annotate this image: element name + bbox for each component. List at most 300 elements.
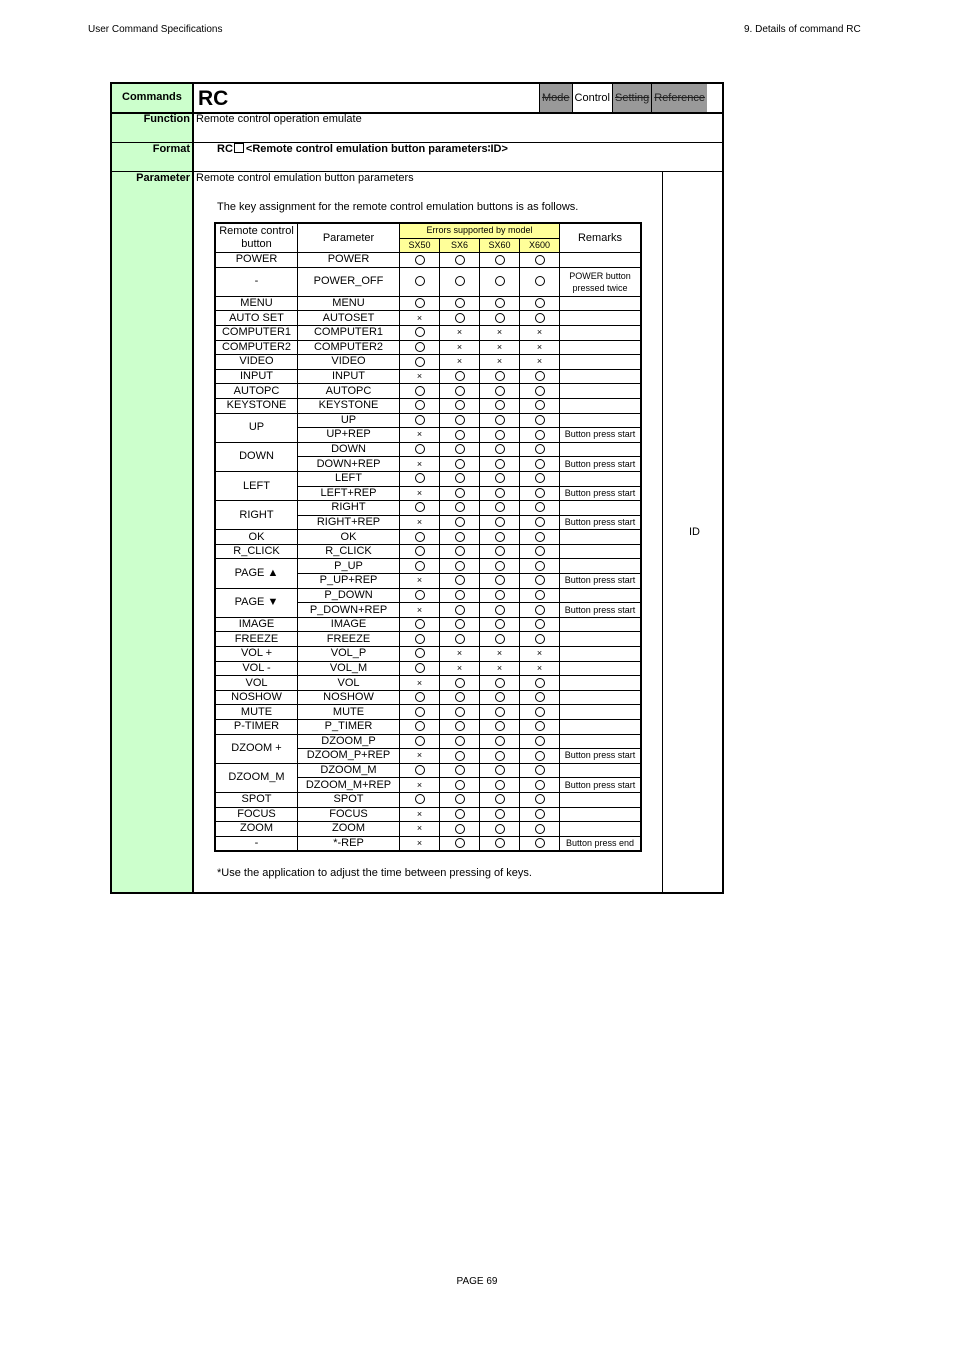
circle-icon <box>495 707 505 717</box>
circle-icon <box>535 386 545 396</box>
supported-mark <box>480 792 520 807</box>
supported-mark <box>440 296 480 311</box>
cross-icon: × <box>536 662 543 673</box>
unsupported-mark <box>400 486 440 501</box>
cell-remarks <box>560 734 642 749</box>
supported-mark <box>520 749 560 764</box>
supported-mark <box>400 720 440 735</box>
unsupported-mark <box>520 355 560 370</box>
unsupported-mark <box>400 807 440 822</box>
circle-icon <box>455 605 465 615</box>
table-row <box>215 588 641 603</box>
cell-parameter: ZOOM <box>298 822 400 837</box>
circle-icon <box>495 371 505 381</box>
supported-mark <box>480 763 520 778</box>
circle-icon <box>495 590 505 600</box>
cell-remarks <box>560 720 642 735</box>
cross-icon: × <box>416 429 423 440</box>
header-model: SX60 <box>480 238 520 253</box>
supported-mark <box>480 632 520 647</box>
cross-icon: × <box>536 648 543 659</box>
supported-mark <box>400 398 440 413</box>
unsupported-mark <box>520 647 560 662</box>
supported-mark <box>480 311 520 326</box>
header-remarks: Remarks <box>560 223 642 253</box>
circle-icon <box>535 459 545 469</box>
supported-mark <box>520 530 560 545</box>
circle-icon <box>455 780 465 790</box>
supported-mark <box>480 428 520 443</box>
cell-button: INPUT <box>215 369 298 384</box>
circle-icon <box>415 298 425 308</box>
circle-icon <box>535 794 545 804</box>
table-row <box>215 530 641 545</box>
supported-mark <box>520 705 560 720</box>
format-text <box>217 142 508 155</box>
cell-parameter: MUTE <box>298 705 400 720</box>
circle-icon <box>495 459 505 469</box>
table-row <box>215 734 641 749</box>
circle-icon <box>535 692 545 702</box>
cell-button: VOL + <box>215 647 298 662</box>
cell-parameter: P_TIMER <box>298 720 400 735</box>
circle-icon <box>495 502 505 512</box>
unsupported-mark <box>400 822 440 837</box>
cell-parameter: POWER <box>298 253 400 268</box>
cell-parameter: DOWN+REP <box>298 457 400 472</box>
circle-icon <box>415 357 425 367</box>
supported-mark <box>440 515 480 530</box>
circle-icon <box>455 444 465 454</box>
unsupported-mark <box>400 749 440 764</box>
cross-icon: × <box>416 838 423 849</box>
cross-icon: × <box>456 327 463 338</box>
supported-mark <box>400 734 440 749</box>
tab-control[interactable]: Control <box>572 84 612 112</box>
circle-icon <box>535 517 545 527</box>
table-row <box>215 720 641 735</box>
circle-icon <box>455 692 465 702</box>
circle-icon <box>415 765 425 775</box>
cell-parameter: COMPUTER1 <box>298 325 400 340</box>
circle-icon <box>415 444 425 454</box>
unsupported-mark <box>400 836 440 851</box>
unsupported-mark <box>440 325 480 340</box>
circle-icon <box>455 517 465 527</box>
cell-remarks <box>560 355 642 370</box>
circle-icon <box>495 605 505 615</box>
circle-icon <box>495 809 505 819</box>
cell-remarks <box>560 807 642 822</box>
table-row <box>215 253 641 268</box>
cell-parameter: OK <box>298 530 400 545</box>
supported-mark <box>440 632 480 647</box>
circle-icon <box>455 721 465 731</box>
cell-button: IMAGE <box>215 617 298 632</box>
cell-button: LEFT <box>215 471 298 500</box>
supported-mark <box>480 530 520 545</box>
circle-icon <box>455 532 465 542</box>
circle-icon <box>495 765 505 775</box>
supported-mark <box>520 559 560 574</box>
circle-icon <box>535 371 545 381</box>
cell-remarks <box>560 647 642 662</box>
circle-icon <box>535 590 545 600</box>
parameter-text: Remote control emulation button parameters <box>196 172 414 184</box>
unsupported-mark <box>480 325 520 340</box>
circle-icon <box>415 663 425 673</box>
unsupported-mark <box>440 355 480 370</box>
parameter-label: Parameter <box>136 172 190 184</box>
circle-icon <box>455 255 465 265</box>
circle-icon <box>495 561 505 571</box>
circle-icon <box>415 473 425 483</box>
cell-button: PAGE ▲ <box>215 559 298 588</box>
circle-icon <box>455 736 465 746</box>
circle-icon <box>495 386 505 396</box>
cell-remarks <box>560 471 642 486</box>
cell-remarks <box>560 369 642 384</box>
circle-icon <box>455 430 465 440</box>
cell-button: VIDEO <box>215 355 298 370</box>
supported-mark <box>440 384 480 399</box>
cross-icon: × <box>496 356 503 367</box>
supported-mark <box>440 471 480 486</box>
supported-mark <box>520 267 560 296</box>
circle-icon <box>455 298 465 308</box>
supported-mark <box>520 457 560 472</box>
cross-icon: × <box>416 808 423 819</box>
unsupported-mark <box>440 647 480 662</box>
supported-mark <box>400 384 440 399</box>
cell-remarks: Button press start <box>560 749 642 764</box>
table-row <box>215 676 641 691</box>
supported-mark <box>400 690 440 705</box>
cell-parameter: LEFT <box>298 471 400 486</box>
cell-remarks <box>560 384 642 399</box>
cell-button: RIGHT <box>215 501 298 530</box>
cell-remarks <box>560 632 642 647</box>
cell-parameter: FOCUS <box>298 807 400 822</box>
cell-parameter: DZOOM_M <box>298 763 400 778</box>
supported-mark <box>520 632 560 647</box>
circle-icon <box>415 532 425 542</box>
supported-mark <box>400 544 440 559</box>
table-row <box>215 617 641 632</box>
cell-parameter: VOL <box>298 676 400 691</box>
tab-mode[interactable]: Mode <box>539 84 572 112</box>
circle-icon <box>455 678 465 688</box>
supported-mark <box>400 617 440 632</box>
circle-icon <box>415 255 425 265</box>
cell-remarks: Button press start <box>560 428 642 443</box>
header-errors: Errors supported by model <box>400 223 560 238</box>
circle-icon <box>535 838 545 848</box>
cell-parameter: LEFT+REP <box>298 486 400 501</box>
cell-remarks <box>560 559 642 574</box>
cell-parameter: RIGHT+REP <box>298 515 400 530</box>
cell-remarks <box>560 325 642 340</box>
supported-mark <box>400 705 440 720</box>
supported-mark <box>440 544 480 559</box>
circle-icon <box>495 517 505 527</box>
supported-mark <box>440 676 480 691</box>
supported-mark <box>520 763 560 778</box>
table-row <box>215 398 641 413</box>
supported-mark <box>480 588 520 603</box>
circle-icon <box>495 546 505 556</box>
supported-mark <box>440 398 480 413</box>
circle-icon <box>455 619 465 629</box>
supported-mark <box>440 442 480 457</box>
supported-mark <box>400 588 440 603</box>
unsupported-mark <box>400 311 440 326</box>
supported-mark <box>440 807 480 822</box>
circle-icon <box>495 276 505 286</box>
circle-icon <box>415 721 425 731</box>
header-model: SX50 <box>400 238 440 253</box>
cell-parameter: DZOOM_M+REP <box>298 778 400 793</box>
cross-icon: × <box>496 327 503 338</box>
supported-mark <box>520 676 560 691</box>
table-row <box>215 632 641 647</box>
circle-icon <box>535 634 545 644</box>
circle-icon <box>455 838 465 848</box>
supported-mark <box>440 530 480 545</box>
cell-remarks <box>560 296 642 311</box>
supported-mark <box>520 471 560 486</box>
cross-icon: × <box>456 356 463 367</box>
circle-icon <box>535 502 545 512</box>
cross-icon: × <box>416 487 423 498</box>
cell-parameter: P_UP <box>298 559 400 574</box>
cell-parameter: COMPUTER2 <box>298 340 400 355</box>
circle-icon <box>535 255 545 265</box>
circle-icon <box>495 430 505 440</box>
cell-remarks: Button press start <box>560 486 642 501</box>
supported-mark <box>400 471 440 486</box>
cross-icon: × <box>456 662 463 673</box>
cell-parameter: INPUT <box>298 369 400 384</box>
circle-icon <box>535 678 545 688</box>
circle-icon <box>535 473 545 483</box>
supported-mark <box>440 792 480 807</box>
cell-button: DZOOM + <box>215 734 298 763</box>
table-row <box>215 471 641 486</box>
circle-icon <box>535 707 545 717</box>
supported-mark <box>440 501 480 516</box>
cell-parameter: AUTOPC <box>298 384 400 399</box>
supported-mark <box>520 734 560 749</box>
cell-parameter: RIGHT <box>298 501 400 516</box>
cell-remarks <box>560 588 642 603</box>
header-parameter: Parameter <box>298 223 400 253</box>
table-row <box>215 413 641 428</box>
supported-mark <box>440 253 480 268</box>
cell-button: KEYSTONE <box>215 398 298 413</box>
cell-parameter: AUTOSET <box>298 311 400 326</box>
cell-parameter: POWER_OFF <box>298 267 400 296</box>
supported-mark <box>400 413 440 428</box>
cell-parameter: VOL_M <box>298 661 400 676</box>
cross-icon: × <box>416 516 423 527</box>
cell-button: COMPUTER2 <box>215 340 298 355</box>
circle-icon <box>535 546 545 556</box>
supported-mark <box>400 661 440 676</box>
cross-icon: × <box>416 779 423 790</box>
supported-mark <box>480 253 520 268</box>
supported-mark <box>480 734 520 749</box>
id-column-divider <box>662 172 663 894</box>
circle-icon <box>495 488 505 498</box>
supported-mark <box>520 413 560 428</box>
cell-remarks <box>560 661 642 676</box>
supported-mark <box>480 544 520 559</box>
table-row <box>215 384 641 399</box>
circle-icon <box>495 415 505 425</box>
supported-mark <box>480 384 520 399</box>
cross-icon: × <box>416 677 423 688</box>
circle-icon <box>495 532 505 542</box>
table-row <box>215 559 641 574</box>
command-name: RC <box>198 87 229 110</box>
cross-icon: × <box>416 575 423 586</box>
cell-remarks <box>560 690 642 705</box>
circle-icon <box>455 313 465 323</box>
circle-icon <box>415 590 425 600</box>
supported-mark <box>440 778 480 793</box>
supported-mark <box>440 749 480 764</box>
cell-remarks <box>560 442 642 457</box>
cell-remarks: Button press start <box>560 778 642 793</box>
circle-icon <box>535 298 545 308</box>
supported-mark <box>400 442 440 457</box>
cell-remarks <box>560 676 642 691</box>
tab-setting[interactable]: Setting <box>612 84 651 112</box>
supported-mark <box>400 501 440 516</box>
cell-remarks <box>560 413 642 428</box>
circle-icon <box>415 386 425 396</box>
supported-mark <box>520 501 560 516</box>
cell-button: FREEZE <box>215 632 298 647</box>
cell-button: ZOOM <box>215 822 298 837</box>
cell-remarks <box>560 501 642 516</box>
unsupported-mark <box>520 340 560 355</box>
supported-mark <box>440 720 480 735</box>
supported-mark <box>520 369 560 384</box>
circle-icon <box>535 605 545 615</box>
circle-icon <box>495 678 505 688</box>
supported-mark <box>440 617 480 632</box>
circle-icon <box>495 780 505 790</box>
supported-mark <box>520 442 560 457</box>
format-label: Format <box>152 143 190 155</box>
circle-icon <box>415 707 425 717</box>
cell-remarks: Button press end <box>560 836 642 851</box>
circle-icon <box>415 736 425 746</box>
table-row <box>215 340 641 355</box>
circle-icon <box>535 809 545 819</box>
supported-mark <box>480 720 520 735</box>
supported-mark <box>400 559 440 574</box>
unsupported-mark <box>520 661 560 676</box>
supported-mark <box>440 603 480 618</box>
circle-icon <box>535 721 545 731</box>
circle-icon <box>535 444 545 454</box>
supported-mark <box>480 836 520 851</box>
circle-icon <box>495 736 505 746</box>
cell-remarks <box>560 530 642 545</box>
cross-icon: × <box>496 341 503 352</box>
supported-mark <box>440 588 480 603</box>
supported-mark <box>440 457 480 472</box>
id-label: ID <box>689 526 700 538</box>
supported-mark <box>520 603 560 618</box>
supported-mark <box>480 690 520 705</box>
circle-icon <box>495 473 505 483</box>
table-row <box>215 311 641 326</box>
circle-icon <box>415 648 425 658</box>
supported-mark <box>400 530 440 545</box>
cell-remarks <box>560 398 642 413</box>
circle-icon <box>495 634 505 644</box>
circle-icon <box>495 824 505 834</box>
cross-icon: × <box>416 823 423 834</box>
circle-icon <box>495 751 505 761</box>
supported-mark <box>440 836 480 851</box>
page-header-right: 9. Details of command RC <box>744 24 861 35</box>
supported-mark <box>480 676 520 691</box>
category-tabs <box>539 84 707 112</box>
label-column <box>112 84 194 892</box>
cell-button: VOL <box>215 676 298 691</box>
unsupported-mark <box>400 574 440 589</box>
circle-icon <box>455 488 465 498</box>
cell-parameter: DZOOM_P+REP <box>298 749 400 764</box>
supported-mark <box>440 428 480 443</box>
circle-icon <box>495 794 505 804</box>
cell-remarks: POWER button pressed twice <box>560 267 642 296</box>
unsupported-mark <box>440 340 480 355</box>
supported-mark <box>480 778 520 793</box>
circle-icon <box>455 400 465 410</box>
circle-icon <box>455 546 465 556</box>
unsupported-mark <box>400 457 440 472</box>
cell-button: AUTOPC <box>215 384 298 399</box>
cell-button: DOWN <box>215 442 298 471</box>
circle-icon <box>535 619 545 629</box>
cell-button: OK <box>215 530 298 545</box>
cell-parameter: MENU <box>298 296 400 311</box>
supported-mark <box>480 617 520 632</box>
cell-remarks: Button press start <box>560 574 642 589</box>
supported-mark <box>480 369 520 384</box>
page-header-left: User Command Specifications <box>88 24 223 35</box>
cross-icon: × <box>496 662 503 673</box>
circle-icon <box>535 561 545 571</box>
tab-reference[interactable]: Reference <box>651 84 707 112</box>
cell-parameter: VOL_P <box>298 647 400 662</box>
supported-mark <box>480 515 520 530</box>
circle-icon <box>495 619 505 629</box>
header-model: X600 <box>520 238 560 253</box>
supported-mark <box>520 807 560 822</box>
space-box-icon <box>234 143 244 153</box>
supported-mark <box>400 253 440 268</box>
supported-mark <box>480 457 520 472</box>
table-row <box>215 369 641 384</box>
cell-parameter: IMAGE <box>298 617 400 632</box>
